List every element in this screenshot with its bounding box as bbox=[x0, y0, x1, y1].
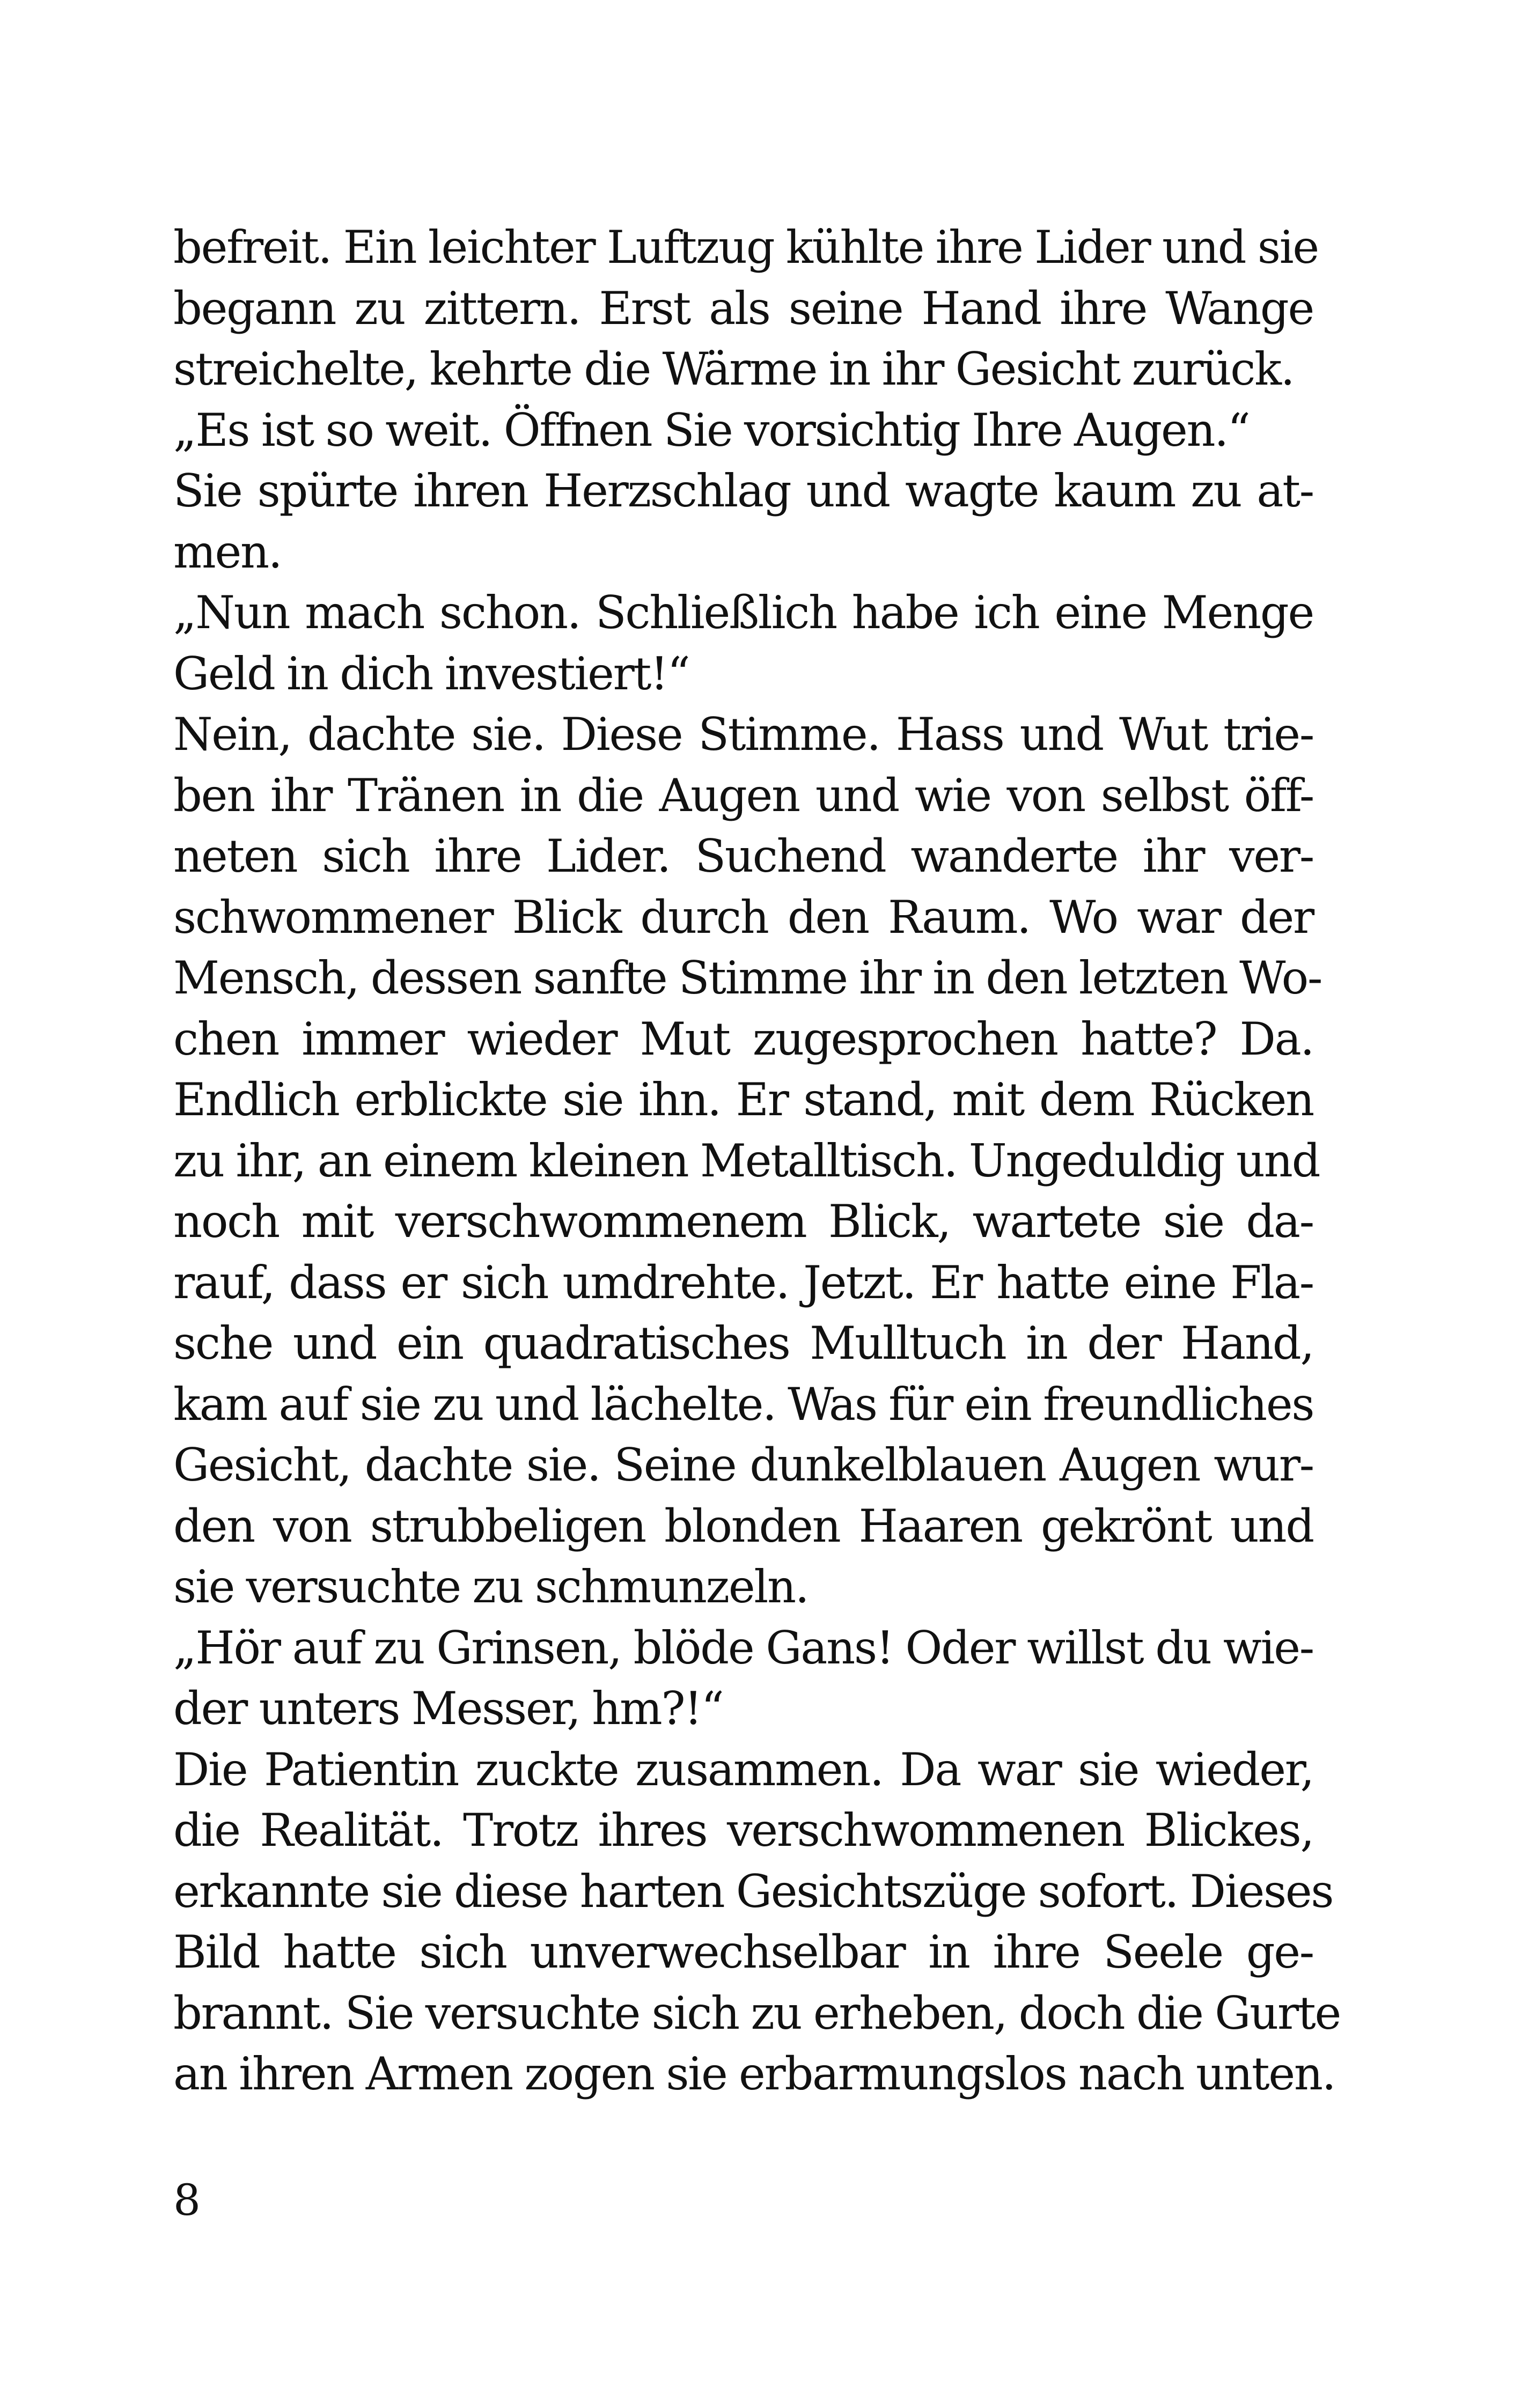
text-line: sche und ein quadratisches Mulltuch in der Hand, bbox=[173, 1317, 1313, 1369]
text-line: erkannte sie diese harten Gesichtszüge sofort. Dieses bbox=[173, 1865, 1333, 1918]
text-line: Endlich erblickte sie ihn. Er stand, mit dem Rücken bbox=[173, 1073, 1313, 1126]
text-line: „Es ist so weit. Öffnen Sie vorsichtig Ihre Augen.“ bbox=[173, 403, 1250, 456]
text-line: „Nun mach schon. Schließlich habe ich eine Menge bbox=[173, 586, 1313, 639]
text-line: Gesicht, dachte sie. Seine dunkelblauen Augen wur- bbox=[173, 1439, 1313, 1491]
page-number: 8 bbox=[173, 2175, 201, 2225]
text-line: Nein, dachte sie. Diese Stimme. Hass und Wut trie- bbox=[173, 708, 1313, 761]
text-line: Geld in dich investiert!“ bbox=[173, 647, 689, 700]
text-line: kam auf sie zu und lächelte. Was für ein freundliches bbox=[173, 1378, 1314, 1431]
text-line: men. bbox=[173, 525, 282, 578]
text-line: Sie spürte ihren Herzschlag und wagte kaum zu at- bbox=[173, 465, 1313, 517]
text-line: „Hör auf zu Grinsen, blöde Gans! Oder willst du wie- bbox=[173, 1621, 1313, 1674]
text-line: der unters Messer, hm?!“ bbox=[173, 1682, 723, 1735]
text-line: befreit. Ein leichter Luftzug kühlte ihre Lider und sie bbox=[173, 221, 1318, 274]
text-line: begann zu zittern. Erst als seine Hand ihre Wange bbox=[173, 282, 1313, 335]
text-line: zu ihr, an einem kleinen Metalltisch. Ungeduldig und bbox=[173, 1134, 1320, 1187]
text-line: die Realität. Trotz ihres verschwommenen Blickes, bbox=[173, 1804, 1313, 1857]
body-text bbox=[173, 217, 1341, 2105]
text-line: rauf, dass er sich umdrehte. Jetzt. Er hatte eine Fla- bbox=[173, 1256, 1313, 1309]
text-line: noch mit verschwommenem Blick, wartete sie da- bbox=[173, 1195, 1313, 1248]
text-line: Mensch, dessen sanfte Stimme ihr in den letzten Wo- bbox=[173, 952, 1322, 1004]
text-line: den von strubbeligen blonden Haaren gekrönt und bbox=[173, 1499, 1313, 1552]
text-line: streichelte, kehrte die Wärme in ihr Gesicht zurück. bbox=[173, 343, 1294, 395]
text-line: sie versuchte zu schmunzeln. bbox=[173, 1560, 809, 1613]
text-line: brannt. Sie versuchte sich zu erheben, doch die Gurte bbox=[173, 1986, 1341, 2039]
text-line: Bild hatte sich unverwechselbar in ihre Seele ge- bbox=[173, 1926, 1313, 1978]
text-line: schwommener Blick durch den Raum. Wo war der bbox=[173, 890, 1313, 944]
text-line: an ihren Armen zogen sie erbarmungslos nach unten. bbox=[173, 2048, 1335, 2100]
text-line: neten sich ihre Lider. Suchend wanderte ihr ver- bbox=[173, 830, 1313, 882]
text-line: Die Patientin zuckte zusammen. Da war sie wieder, bbox=[173, 1743, 1313, 1796]
text-line: chen immer wieder Mut zugesprochen hatte? Da. bbox=[173, 1012, 1313, 1065]
text-line: ben ihr Tränen in die Augen und wie von selbst öff- bbox=[173, 769, 1313, 822]
